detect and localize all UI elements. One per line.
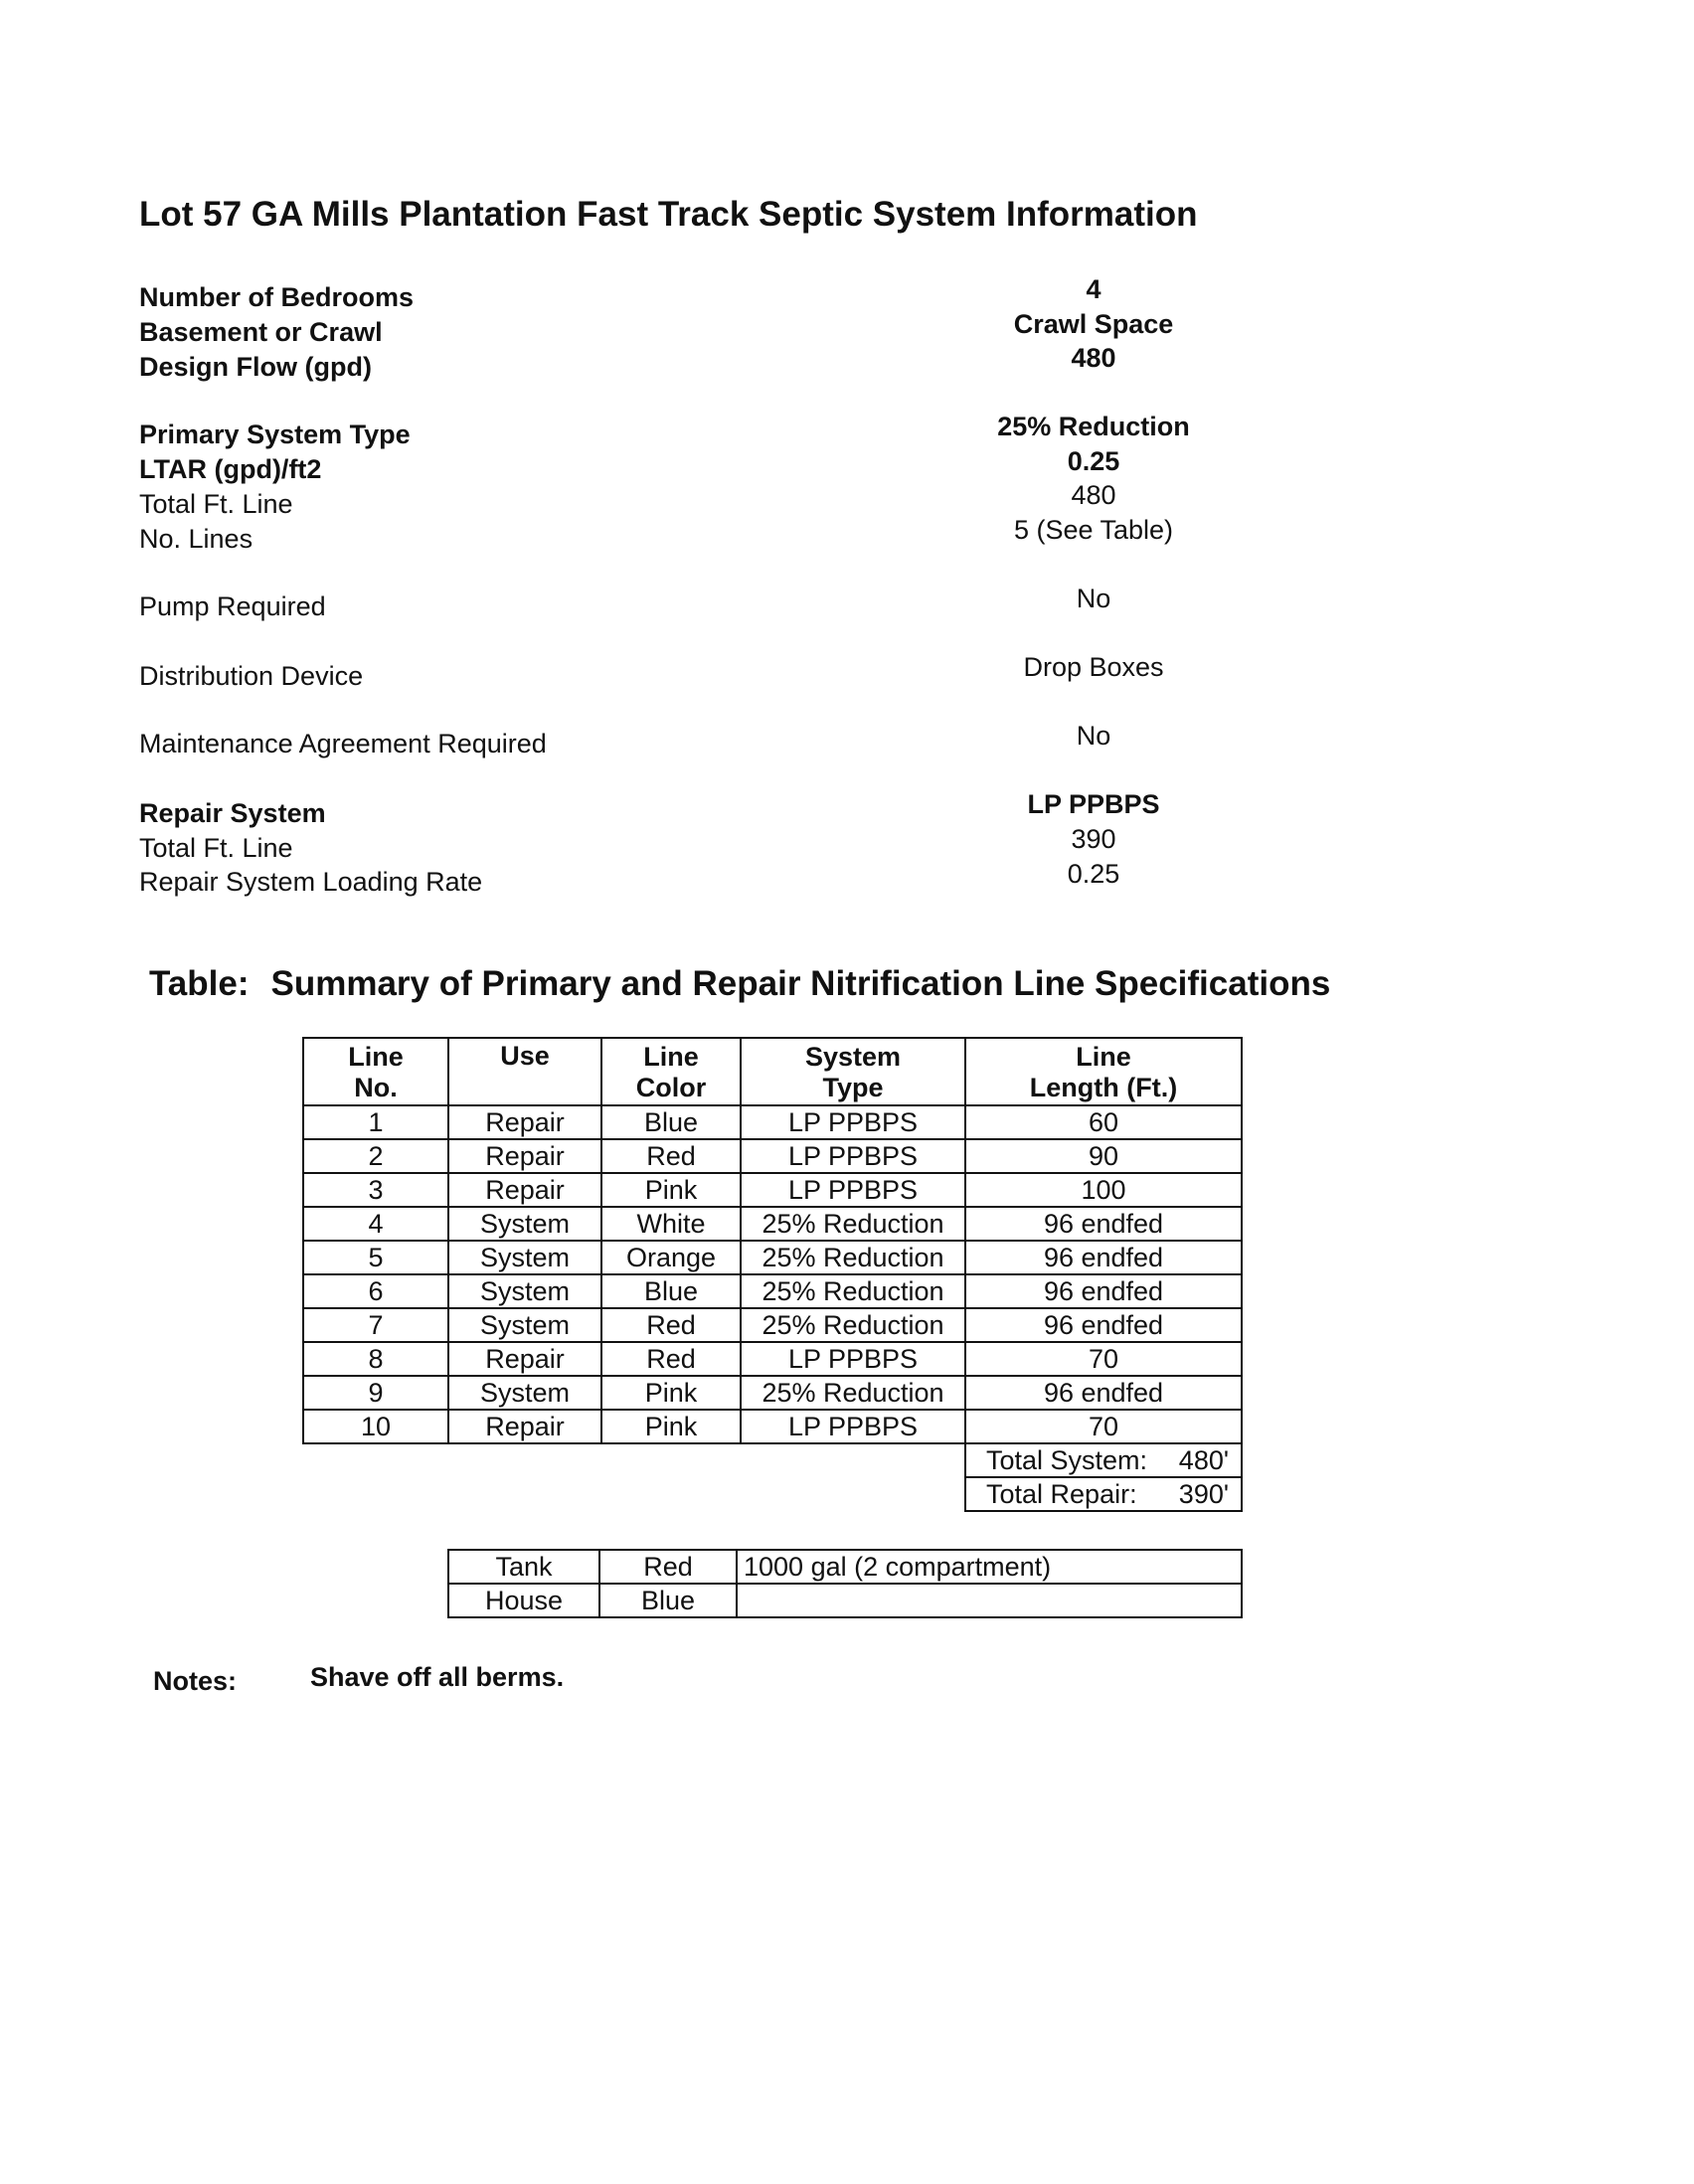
field-label-total-ft-line: Total Ft. Line [139,489,293,519]
field-label-design-flow: Design Flow (gpd) [139,352,372,382]
cell-item: House [448,1584,599,1617]
field-label-distribution-device: Distribution Device [139,661,364,691]
total-system-cell [965,1443,1242,1477]
table-row [303,1376,1242,1410]
cell-line-color: White [601,1207,741,1241]
spec-table [302,1037,1243,1512]
total-system-value: 480' [1178,1445,1229,1475]
field-value-maintenance-agreement: No [1076,721,1111,751]
cell-line-no: 9 [303,1376,448,1410]
field-value-no-lines: 5 (See Table) [1013,515,1174,545]
cell-line-color: Blue [601,1274,741,1308]
cell-system-type: 25% Reduction [741,1241,965,1274]
cell-system-type: LP PPBPS [741,1410,965,1443]
field-label-pump-required: Pump Required [139,591,326,621]
cell-line-no: 1 [303,1105,448,1139]
cell-system-type: LP PPBPS [741,1105,965,1139]
cell-line-length: 96 endfed [965,1241,1242,1274]
cell-line-no: 10 [303,1410,448,1443]
table-row [448,1550,1242,1584]
spec-table-title-text: Summary of Primary and Repair Nitrification Line Specifications [270,964,1331,1003]
tank-house-table [447,1549,1243,1618]
cell-use: Repair [448,1139,601,1173]
cell-system-type: 25% Reduction [741,1207,965,1241]
document-title: Lot 57 GA Mills Plantation Fast Track Septic System Information [139,195,1198,234]
field-label-bedrooms: Number of Bedrooms [139,282,415,312]
cell-line-length: 70 [965,1342,1242,1376]
field-value-distribution-device: Drop Boxes [1023,652,1164,682]
cell-color: Red [599,1550,737,1584]
table-row [303,1342,1242,1376]
cell-line-color: Orange [601,1241,741,1274]
total-repair-cell [965,1477,1242,1511]
cell-system-type: 25% Reduction [741,1376,965,1410]
total-system-label: Total System: [986,1445,1148,1475]
spec-table-title-prefix: Table: [149,964,250,1003]
field-value-pump-required: No [1076,584,1111,613]
cell-line-length: 60 [965,1105,1242,1139]
field-value-bedrooms: 4 [1086,274,1101,304]
cell-line-length: 96 endfed [965,1308,1242,1342]
col-header-system-type: System Type [741,1038,965,1105]
field-value-ltar: 0.25 [1067,446,1120,476]
cell-line-length: 96 endfed [965,1207,1242,1241]
field-label-ltar: LTAR (gpd)/ft2 [139,454,322,484]
col-header-line-color: Line Color [601,1038,741,1105]
field-value-repair-system: LP PPBPS [1027,789,1160,819]
cell-line-color: Pink [601,1410,741,1443]
total-spacer [303,1443,965,1477]
cell-use: System [448,1207,601,1241]
field-label-repair-system: Repair System [139,798,326,828]
field-label-basement-crawl: Basement or Crawl [139,317,383,347]
total-system-row [303,1443,1242,1477]
table-row [303,1139,1242,1173]
cell-line-no: 2 [303,1139,448,1173]
cell-system-type: LP PPBPS [741,1342,965,1376]
cell-use: System [448,1241,601,1274]
field-label-no-lines: No. Lines [139,524,254,554]
cell-system-type: LP PPBPS [741,1173,965,1207]
cell-line-no: 4 [303,1207,448,1241]
cell-use: Repair [448,1105,601,1139]
cell-system-type: 25% Reduction [741,1308,965,1342]
spec-table-title [149,964,1330,1004]
field-value-basement-crawl: Crawl Space [1013,309,1174,339]
cell-use: System [448,1308,601,1342]
cell-use: System [448,1376,601,1410]
cell-line-no: 3 [303,1173,448,1207]
table-row [303,1241,1242,1274]
cell-color: Blue [599,1584,737,1617]
notes-label: Notes: [153,1666,238,1696]
cell-line-color: Blue [601,1105,741,1139]
field-value-total-ft-line: 480 [1071,480,1116,510]
table-row [303,1308,1242,1342]
cell-line-color: Pink [601,1173,741,1207]
cell-use: Repair [448,1173,601,1207]
total-spacer [303,1477,965,1511]
cell-line-no: 8 [303,1342,448,1376]
field-value-repair-loading-rate: 0.25 [1067,859,1120,889]
col-header-line-length: Line Length (Ft.) [965,1038,1242,1105]
field-label-maintenance-agreement: Maintenance Agreement Required [139,729,547,758]
cell-use: System [448,1274,601,1308]
field-value-design-flow: 480 [1071,343,1116,373]
cell-line-color: Red [601,1139,741,1173]
cell-line-color: Red [601,1308,741,1342]
table-row [303,1105,1242,1139]
cell-line-length: 90 [965,1139,1242,1173]
cell-system-type: LP PPBPS [741,1139,965,1173]
table-row [303,1410,1242,1443]
table-row [303,1274,1242,1308]
cell-description [737,1584,1242,1617]
field-label-repair-loading-rate: Repair System Loading Rate [139,867,483,897]
field-label-repair-total-ft-line: Total Ft. Line [139,833,293,863]
cell-item: Tank [448,1550,599,1584]
cell-line-no: 7 [303,1308,448,1342]
total-repair-row [303,1477,1242,1511]
field-value-primary-system-type: 25% Reduction [997,412,1190,441]
field-label-primary-system-type: Primary System Type [139,420,411,449]
col-header-use: Use [448,1038,601,1105]
col-header-line-no: Line No. [303,1038,448,1105]
cell-line-no: 5 [303,1241,448,1274]
total-repair-label: Total Repair: [986,1479,1137,1509]
cell-line-length: 96 endfed [965,1274,1242,1308]
cell-line-no: 6 [303,1274,448,1308]
cell-line-length: 100 [965,1173,1242,1207]
spec-table-header-row [303,1038,1242,1105]
field-value-repair-total-ft-line: 390 [1071,824,1116,854]
table-row [303,1207,1242,1241]
notes-text: Shave off all berms. [310,1662,565,1692]
cell-line-color: Red [601,1342,741,1376]
cell-system-type: 25% Reduction [741,1274,965,1308]
cell-line-length: 70 [965,1410,1242,1443]
cell-use: Repair [448,1410,601,1443]
cell-line-color: Pink [601,1376,741,1410]
table-row [303,1173,1242,1207]
table-row [448,1584,1242,1617]
total-repair-value: 390' [1178,1479,1229,1509]
cell-use: Repair [448,1342,601,1376]
cell-line-length: 96 endfed [965,1376,1242,1410]
cell-description: 1000 gal (2 compartment) [737,1550,1242,1584]
